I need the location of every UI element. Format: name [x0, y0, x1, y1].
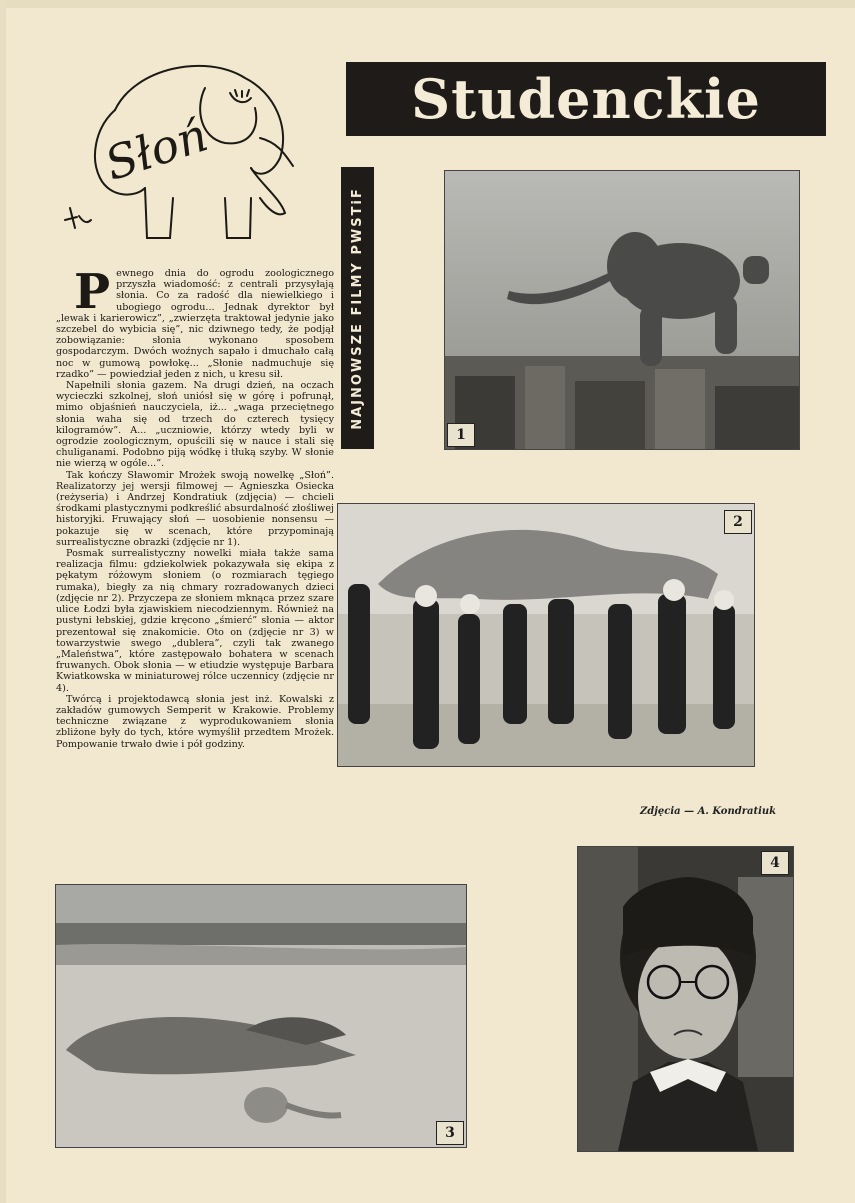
- photo-children-elephant: [337, 503, 755, 767]
- page-title: Studenckie: [411, 67, 761, 131]
- article-body: [56, 264, 334, 750]
- title-banner: [346, 62, 826, 136]
- photo-deflated-elephant: [55, 884, 467, 1148]
- photo-girl-glasses: [577, 846, 794, 1152]
- photo-flying-elephant: [444, 170, 800, 450]
- photo-number: 3: [436, 1121, 464, 1145]
- section-label: [341, 167, 374, 449]
- photo-credit: Zdjęcia — A. Kondratiuk: [640, 806, 777, 817]
- page-edge-left: [0, 0, 6, 1203]
- section-label-text: NAJNOWSZE FILMY PWSTiF: [350, 186, 365, 430]
- article-paragraph: Posmak surrealistyczny nowelki miała także sama realizacja filmu: gdziekolwiek pokazywała się ekipa z pękatym różowym słoniem (o rozmiarach tęgiego rumaka), biegły za nią chmary rozradowanych dzieci (zdjęcie nr 2). Przyczepa ze słoniem mknąca przez szare ulice Łodzi była zjawiskiem niecodziennym. Również na pustyni łebskiej, gdzie kręcono „śmierć” słonia — aktor prezentował się znakomicie. Oto on (zdjęcie nr 3) w towarzystwie swego „dublera”, czyli tak zwanego „Maleństwa”, które zastępowało bohatera w scenach fruwanych. Obok słonia — w etiudzie występuje Barbara Kwiatkowska w miniaturowej rólce uczennicy (zdjęcie nr 4).: [56, 548, 334, 694]
- article-paragraph: Tak kończy Sławomir Mrożek swoją nowelkę „Słoń”. Realizatorzy jej wersji filmowej — Agnieszka Osiecka (reżyseria) i Andrzej Kondratiuk (zdjęcia) — chcieli środkami plastycznymi podkreślić absurdalność złośliwej historyjki. Fruwający słoń — uosobienie nonsensu — pokazuje się w scenach, które przypominają surrealistyczne obrazki (zdjęcie nr 1).: [56, 469, 334, 548]
- article-paragraph: Napełnili słonia gazem. Na drugi dzień, na oczach wycieczki szkolnej, słoń uniósł się w górę i pofrunął, mimo objaśnień nauczyciela, iż... „waga przeciętnego słonia waha się od trzech do czterech tysięcy kilogramów”. A... „uczniowie, którzy wtedy byli w ogrodzie zoologicznym, opuścili się w nauce i stali się chuliganami. Podobno piją wódkę i tłuką szyby. W słonie nie wierzą w ogóle...”.: [56, 380, 334, 470]
- article-paragraph: Twórcą i projektodawcą słonia jest inż. Kowalski z zakładów gumowych Semperit w Krakowie. Problemy techniczne związane z wyprodukowaniem słonia zbliżone były do tych, które wymyślił przedtem Mrożek. Pompowanie trwało dwie i pół godziny.: [56, 693, 334, 750]
- article-paragraph: Pewnego dnia do ogrodu zoologicznego przyszła wiadomość: z centrali przysyłają słonia. Co za radość dla niewielkiego i ubogiego ogrodu... Jednak dyrektor był „lewak i karierowicz”, „zwierzęta traktował jedynie jako szczebel do wybicia się”, nic dziwnego tedy, że podjął zobowiązanie: słonia wykonano sposobem gospodarczym. Dwóch woźnych sapało i dmuchało całą noc w gumową powłokę... „Słonie nadmuchuje się rzadko” — powiedział jeden z nich, u kresu sił.: [56, 264, 334, 380]
- page-edge: [0, 0, 855, 8]
- drop-cap: P: [74, 264, 111, 320]
- slon-logo: [55, 48, 300, 248]
- photo-number: 1: [447, 423, 475, 447]
- photo-number: 2: [724, 510, 752, 534]
- photo-number: 4: [761, 851, 789, 875]
- logo-lettering: Słoń: [98, 107, 214, 191]
